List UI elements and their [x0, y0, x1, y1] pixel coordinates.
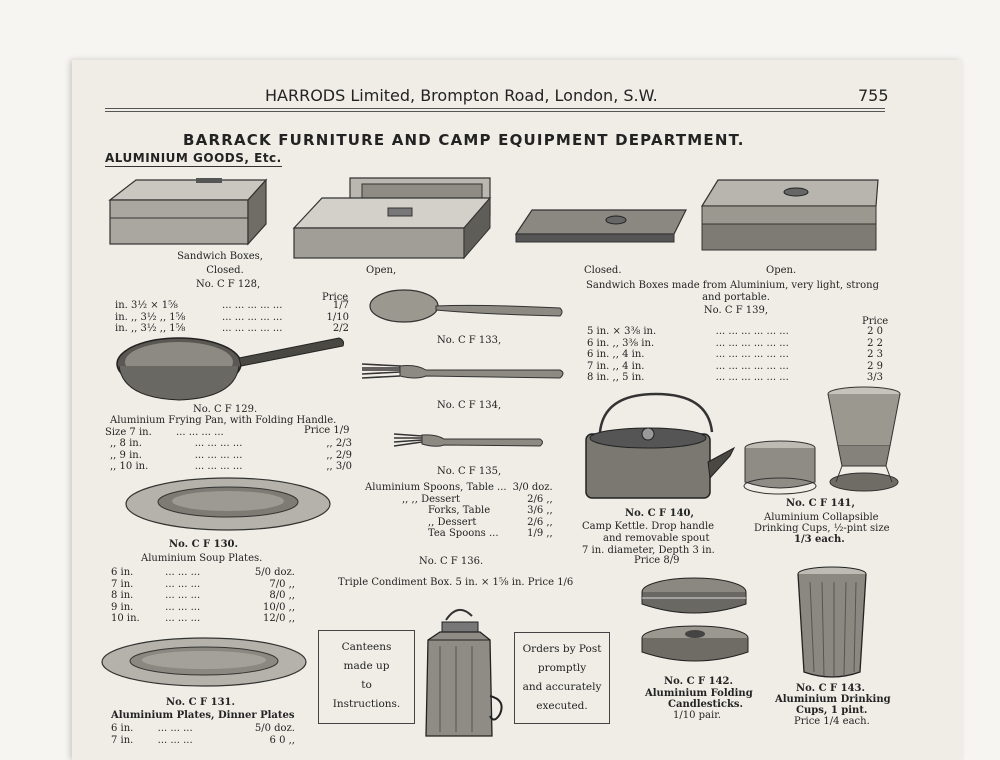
box-139-number: No. C F 139,	[703, 305, 769, 316]
orders-line: promptly	[537, 662, 587, 674]
box-139-description-2: and portable.	[702, 292, 770, 303]
collapsible-cup-flat-illustration	[742, 440, 818, 496]
soup-plate-130-description: Aluminium Soup Plates.	[141, 553, 263, 564]
size-cell: 8 in.	[111, 590, 134, 601]
price-cell: 2 3	[867, 349, 883, 360]
price-cell: 2 0	[867, 326, 883, 337]
price-cell: 8/0 ,,	[269, 590, 295, 601]
price-cell: 3/3	[866, 372, 883, 383]
spoon-133-number: No. C F 133,	[437, 335, 502, 346]
kettle-140-number: No. C F 140,	[625, 508, 694, 519]
item-cell: Aluminium Spoons, Table ...	[365, 482, 507, 493]
price-cell: ,, 3/0	[326, 461, 352, 472]
canteens-notice-box	[318, 630, 415, 724]
table-row: 7 in. ,, 4 in. ... ... ... ... ... ... 2 9	[584, 361, 886, 373]
table-row: 7 in. ... ... ... 6 0 ,,	[108, 735, 298, 747]
cups-143-price: Price 1/4 each.	[794, 716, 870, 727]
size-cell: 9 in.	[111, 601, 134, 613]
fork-135-number: No. C F 135,	[437, 466, 502, 477]
pan-129-description: Aluminium Frying Pan, with Folding Handle.	[110, 415, 337, 426]
size-cell: 6 in.	[111, 723, 134, 734]
cups-141-line2: Drinking Cups, ½-pint size	[754, 523, 890, 534]
item-cell: Forks, Table	[428, 505, 491, 516]
box-139-description-1: Sandwich Boxes made from Aluminium, very light, strong	[586, 280, 880, 291]
table-row	[362, 528, 556, 540]
orders-line: Orders by Post	[522, 643, 602, 655]
canteens-line: Canteens	[341, 641, 392, 653]
soup-plate-130-price-table	[108, 567, 298, 625]
price-cell: 6 0 ,,	[269, 734, 295, 746]
cups-141-line1: Aluminium Collapsible	[764, 512, 879, 523]
price-cell: 5/0 doz.	[254, 723, 295, 734]
price-cell: 2 2	[867, 337, 883, 349]
plates-131-number: No. C F 131.	[166, 697, 235, 708]
size-cell: 6 in. ,, 4 in.	[587, 349, 645, 360]
price-cell: 2/6 ,,	[527, 493, 553, 505]
box-128-price-table	[112, 300, 352, 335]
candlesticks-142-number: No. C F 142.	[664, 676, 733, 687]
cups-141-price: 1/3 each.	[794, 534, 845, 545]
water-can-illustration	[420, 606, 506, 742]
cups-143-number: No. C F 143.	[796, 683, 865, 694]
box-139-open-label: Open.	[766, 265, 797, 276]
table-row: ,, 9 in. ... ... ... ... ,, 2/9	[107, 450, 355, 462]
kettle-140-line3: 7 in. diameter, Depth 3 in.	[582, 545, 715, 556]
size-cell: 5 in. × 3⅜ in.	[587, 326, 657, 337]
kettle-140-price: Price 8/9	[634, 555, 680, 566]
price-cell: 2 9	[867, 360, 883, 372]
plates-131-description: Aluminium Plates, Dinner Plates	[111, 710, 295, 721]
sandwich-box-closed-illustration	[108, 178, 270, 248]
item-cell: ,, Dessert	[428, 516, 477, 528]
soup-plate-illustration	[124, 474, 334, 536]
camp-kettle-illustration	[584, 392, 739, 504]
section-title: ALUMINIUM GOODS, Etc.	[105, 151, 282, 165]
size-cell: 7 in.	[111, 734, 134, 746]
table-row	[362, 517, 556, 529]
price-cell: 3/0 doz.	[512, 482, 553, 493]
size-cell: 10 in.	[111, 613, 140, 624]
box-128-price-header: Price	[322, 292, 349, 303]
fork-134-number: No. C F 134,	[437, 400, 502, 411]
collapsible-cup-tall-illustration	[826, 386, 902, 496]
candlesticks-142-line2: Candlesticks.	[668, 699, 744, 710]
dinner-plate-illustration	[100, 636, 308, 692]
candlesticks-142-line1: Aluminium Folding	[645, 688, 753, 699]
box-128-open-label: Open,	[366, 265, 397, 276]
price-cell: ,, 2/9	[326, 449, 352, 461]
table-row: 6 in. ... ... ... 5/0 doz.	[108, 723, 298, 735]
canteens-line: made up	[343, 660, 390, 672]
frying-pan-illustration	[115, 332, 347, 406]
table-row: 8 in. ,, 5 in. ... ... ... ... ... ... 3/3	[584, 372, 886, 384]
box-128-number: No. C F 128,	[196, 279, 261, 290]
item-cell: ,, ,, Dessert	[402, 493, 460, 505]
price-cell: 5/0 doz.	[254, 567, 295, 578]
pan-129-header-dots: ... ... ... ...	[176, 427, 224, 438]
canteens-line: Instructions.	[332, 698, 401, 710]
header-rule	[105, 108, 885, 109]
price-cell: 10/0 ,,	[263, 601, 295, 613]
canteens-line: to	[361, 679, 372, 691]
pan-129-header-price: Price 1/9	[304, 425, 350, 436]
table-row: 7 in. ... ... ... 7/0 ,,	[108, 579, 298, 591]
drinking-cup-illustration	[796, 566, 868, 682]
table-row: in. ,, 3½ ,, 1⅝ ... ... ... ... ... 2/2	[112, 323, 352, 335]
orders-notice-box	[514, 632, 610, 724]
kettle-140-line2: and removable spout	[603, 533, 710, 544]
cutlery-price-table	[362, 482, 556, 540]
orders-line: executed.	[536, 700, 588, 712]
kettle-140-line1: Camp Kettle. Drop handle	[582, 521, 715, 532]
pan-129-price-table	[107, 438, 355, 473]
table-row: 8 in. ... ... ... 8/0 ,,	[108, 590, 298, 602]
size-cell: ,, 10 in.	[110, 461, 149, 472]
price-cell: 1/9 ,,	[527, 528, 553, 539]
table-row	[362, 482, 556, 494]
price-cell: 2/6 ,,	[527, 516, 553, 528]
soup-plate-130-number: No. C F 130.	[169, 539, 238, 550]
size-cell: ,, 8 in.	[110, 438, 142, 449]
table-row: ,, 10 in. ... ... ... ... ,, 3/0	[107, 461, 355, 473]
sandwich-box-139-open-illustration	[700, 178, 885, 256]
candlesticks-142-price: 1/10 pair.	[673, 710, 722, 721]
candlestick-closed-illustration	[640, 574, 748, 622]
price-cell: 7/0 ,,	[269, 578, 295, 590]
fork-134-illustration	[360, 360, 570, 386]
cups-143-line2: Cups, 1 pint.	[796, 705, 868, 716]
table-row: 6 in. ,, 3⅜ in. ... ... ... ... ... ... 2 2	[584, 338, 886, 350]
size-cell: ,, 9 in.	[110, 449, 142, 461]
pan-129-number: No. C F 129.	[193, 404, 258, 415]
box-128-closed-label: Closed.	[206, 265, 244, 276]
table-row: 5 in. × 3⅜ in. ... ... ... ... ... ... 2 0	[584, 326, 886, 338]
cups-143-line1: Aluminium Drinking	[775, 694, 891, 705]
box-139-price-table	[584, 326, 886, 384]
department-title: BARRACK FURNITURE AND CAMP EQUIPMENT DEPARTMENT.	[183, 131, 745, 149]
condiment-136-description: Triple Condiment Box. 5 in. × 1⅝ in. Price 1/6	[338, 577, 574, 588]
fork-135-illustration	[392, 430, 547, 452]
table-row: in. 3½ × 1⅝ ... ... ... ... ... 1/7	[112, 300, 352, 312]
size-cell: 7 in.	[111, 578, 134, 590]
box-139-price-header: Price	[862, 316, 889, 327]
spoon-illustration	[368, 286, 568, 332]
table-row: 6 in. ... ... ... 5/0 doz.	[108, 567, 298, 579]
price-cell: 3/6 ,,	[527, 505, 553, 516]
price-cell: 12/0 ,,	[263, 613, 295, 624]
size-cell: in. ,, 3½ ,, 1⅝	[115, 323, 186, 334]
size-cell: in. ,, 3½ ,, 1⅝	[115, 311, 186, 323]
size-cell: 6 in.	[111, 567, 134, 578]
item-cell: Tea Spoons ...	[428, 528, 499, 539]
size-cell: in. 3½ × 1⅝	[115, 300, 178, 311]
table-row: 10 in. ... ... ... 12/0 ,,	[108, 613, 298, 625]
size-cell: 8 in. ,, 5 in.	[587, 372, 645, 383]
price-cell: 2/2	[332, 323, 349, 334]
cups-141-number: No. C F 141,	[786, 498, 855, 509]
size-cell: 6 in. ,, 3⅜ in.	[587, 337, 655, 349]
header-rule-2	[105, 111, 885, 112]
table-row: ,, 8 in. ... ... ... ... ,, 2/3	[107, 438, 355, 450]
table-row	[362, 505, 556, 517]
pan-129-header-size: Size 7 in.	[105, 427, 152, 438]
price-cell: 1/10	[326, 311, 349, 323]
table-row: 6 in. ,, 4 in. ... ... ... ... ... ... 2 3	[584, 349, 886, 361]
sandwich-box-139-closed-illustration	[514, 206, 689, 246]
store-header: HARRODS Limited, Brompton Road, London, S.W.	[265, 86, 658, 105]
table-row: 9 in. ... ... ... 10/0 ,,	[108, 602, 298, 614]
box-139-closed-label: Closed.	[584, 265, 622, 276]
box-128-label: Sandwich Boxes,	[177, 251, 263, 262]
price-cell: 1/7	[332, 300, 349, 311]
table-row	[362, 494, 556, 506]
candlestick-open-illustration	[640, 624, 750, 672]
price-cell: ,, 2/3	[326, 438, 352, 449]
page-number: 755	[858, 86, 889, 105]
plates-131-price-table	[108, 723, 298, 746]
condiment-136-number: No. C F 136.	[419, 556, 484, 567]
orders-line: and accurately	[522, 681, 602, 693]
size-cell: 7 in. ,, 4 in.	[587, 360, 645, 372]
sandwich-box-open-illustration	[292, 176, 497, 262]
table-row: in. ,, 3½ ,, 1⅝ ... ... ... ... ... 1/10	[112, 312, 352, 324]
